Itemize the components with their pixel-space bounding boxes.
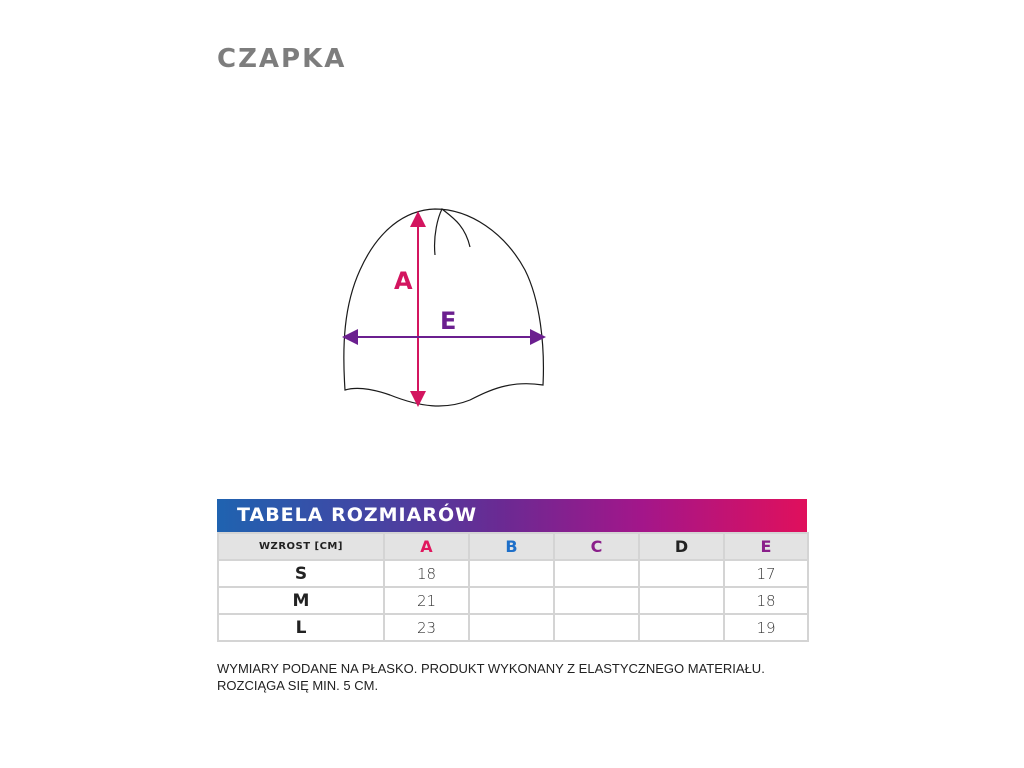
- table-cell: 18: [384, 560, 469, 587]
- size-table-banner: TABELA ROZMIARÓW: [217, 499, 807, 532]
- table-cell: 21: [384, 587, 469, 614]
- row-size-label: M: [218, 587, 384, 614]
- table-cell: 19: [724, 614, 808, 641]
- table-row: [218, 560, 808, 587]
- size-table: [217, 499, 807, 642]
- table-cell: [554, 587, 639, 614]
- table-cell: [639, 560, 724, 587]
- table-cell: [469, 614, 554, 641]
- header-height-cm: WZROST [CM]: [218, 533, 384, 560]
- table-cell: [554, 614, 639, 641]
- header-col-d: D: [639, 533, 724, 560]
- page-title: CZAPKA: [217, 44, 347, 74]
- table-cell: [639, 587, 724, 614]
- size-table-grid: [217, 532, 809, 642]
- product-note: [217, 660, 817, 694]
- note-line-1: WYMIARY PODANE NA PŁASKO. PRODUKT WYKONANY Z ELASTYCZNEGO MATERIAŁU.: [217, 661, 765, 676]
- table-cell: [554, 560, 639, 587]
- row-size-label: L: [218, 614, 384, 641]
- header-col-e: E: [724, 533, 808, 560]
- table-row: [218, 614, 808, 641]
- table-header-row: [218, 533, 808, 560]
- row-size-label: S: [218, 560, 384, 587]
- header-col-a: A: [384, 533, 469, 560]
- hat-diagram: [330, 195, 560, 420]
- table-cell: 23: [384, 614, 469, 641]
- hat-fold-line: [435, 209, 470, 255]
- header-col-b: B: [469, 533, 554, 560]
- dimension-a-label: A: [394, 267, 413, 295]
- table-cell: 17: [724, 560, 808, 587]
- dimension-e-label: E: [440, 307, 457, 335]
- note-line-2: ROZCIĄGA SIĘ MIN. 5 CM.: [217, 678, 379, 693]
- header-col-c: C: [554, 533, 639, 560]
- table-cell: [469, 587, 554, 614]
- table-cell: 18: [724, 587, 808, 614]
- table-row: [218, 587, 808, 614]
- table-cell: [639, 614, 724, 641]
- table-cell: [469, 560, 554, 587]
